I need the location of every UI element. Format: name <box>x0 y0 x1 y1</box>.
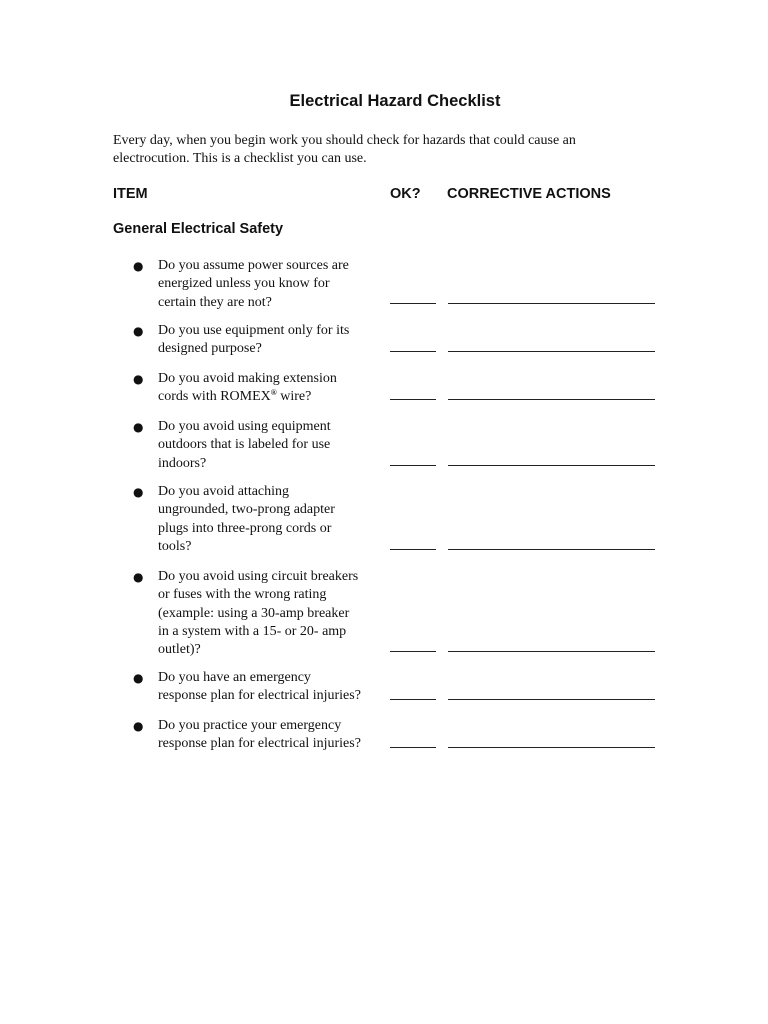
question-line <box>158 388 388 406</box>
corrective-action-line[interactable] <box>448 303 655 304</box>
ok-answer-line[interactable] <box>390 549 436 550</box>
question-text <box>158 322 388 359</box>
bullet-icon: ● <box>133 570 144 584</box>
bullet-icon: ● <box>133 671 144 685</box>
question-line: certain they are not? <box>158 294 272 310</box>
question-line: indoors? <box>158 455 207 471</box>
question-line: Do you use equipment only for its <box>158 323 350 338</box>
bullet-icon: ● <box>133 719 144 733</box>
bullet-icon: ● <box>133 372 144 386</box>
question-line: Do you avoid making extension <box>158 371 337 386</box>
corrective-action-line[interactable] <box>448 399 655 400</box>
ok-answer-line[interactable] <box>390 399 436 400</box>
section-title: General Electrical Safety <box>113 221 284 237</box>
corrective-action-line[interactable] <box>448 747 655 748</box>
bullet-icon: ● <box>133 420 144 434</box>
question-text <box>158 257 388 312</box>
question-text <box>158 717 388 754</box>
question-line: ungrounded, two-prong adapter <box>158 502 335 518</box>
column-header-corrective-actions: CORRECTIVE ACTIONS <box>447 186 611 202</box>
question-text <box>158 483 388 556</box>
question-line: response plan for electrical injuries? <box>158 736 361 752</box>
question-line: in a system with a 15- or 20- amp <box>158 623 347 639</box>
bullet-icon: ● <box>133 324 144 338</box>
corrective-action-line[interactable] <box>448 351 655 352</box>
question-line: or fuses with the wrong rating <box>158 587 327 603</box>
column-header-item: ITEM <box>113 186 148 202</box>
question-fragment: cords with ROMEX <box>158 389 271 405</box>
question-line: energized unless you know for <box>158 276 330 292</box>
bullet-icon: ● <box>133 259 144 273</box>
ok-answer-line[interactable] <box>390 699 436 700</box>
corrective-action-line[interactable] <box>448 699 655 700</box>
question-line: tools? <box>158 538 192 554</box>
question-line: outdoors that is labeled for use <box>158 437 331 453</box>
ok-answer-line[interactable] <box>390 351 436 352</box>
question-text <box>158 669 388 706</box>
question-line: Do you avoid using circuit breakers <box>158 569 359 584</box>
registered-mark: ® <box>270 388 277 398</box>
question-line: response plan for electrical injuries? <box>158 688 361 704</box>
question-line: Do you assume power sources are <box>158 258 349 273</box>
question-text <box>158 568 388 659</box>
question-fragment: wire? <box>276 389 312 405</box>
question-line: designed purpose? <box>158 341 262 357</box>
question-text <box>158 418 388 473</box>
question-line: (example: using a 30-amp breaker <box>158 605 350 621</box>
corrective-action-line[interactable] <box>448 549 655 550</box>
bullet-icon: ● <box>133 485 144 499</box>
question-line: Do you practice your emergency <box>158 718 342 733</box>
intro-paragraph: Every day, when you begin work you should check for hazards that could cause an electrocution. This is a checklist you can use. <box>113 133 576 166</box>
question-text <box>158 370 388 407</box>
question-line: Do you avoid attaching <box>158 484 290 499</box>
question-line: Do you have an emergency <box>158 670 311 685</box>
ok-answer-line[interactable] <box>390 651 436 652</box>
ok-answer-line[interactable] <box>390 465 436 466</box>
question-line: plugs into three-prong cords or <box>158 520 332 536</box>
page-title: Electrical Hazard Checklist <box>289 92 501 110</box>
ok-answer-line[interactable] <box>390 303 436 304</box>
ok-answer-line[interactable] <box>390 747 436 748</box>
question-line: Do you avoid using equipment <box>158 419 331 434</box>
question-line: outlet)? <box>158 642 201 658</box>
corrective-action-line[interactable] <box>448 465 655 466</box>
column-header-ok: OK? <box>390 186 421 202</box>
corrective-action-line[interactable] <box>448 651 655 652</box>
